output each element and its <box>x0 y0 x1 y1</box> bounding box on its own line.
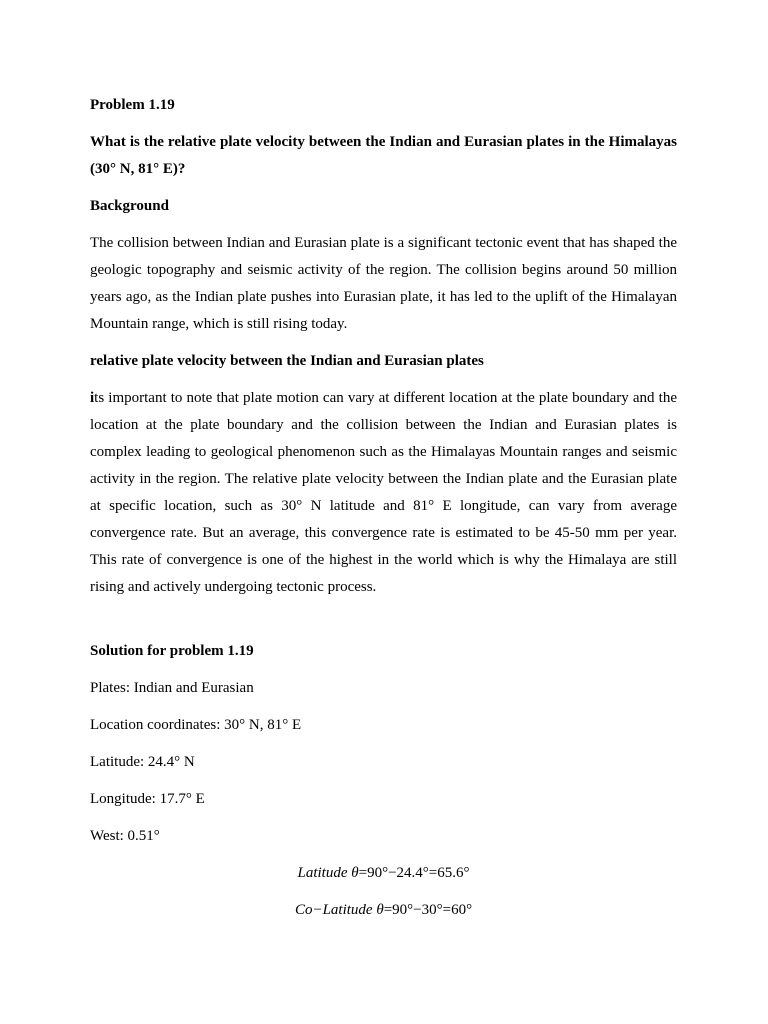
velocity-heading: relative plate velocity between the Indian and Eurasian plates <box>90 353 484 369</box>
background-paragraph: The collision between Indian and Eurasian plate is a significant tectonic event that has shaped the geologic topography and seismic activity of the region. The collision begins around 50 million years ago, as the Indian plate pushes into Eurasian plate, it has led to the uplift of the Himalayan Mountain range, which is still rising today. <box>90 235 677 332</box>
equation-latitude <box>90 860 677 887</box>
equation-colatitude-rhs: =90°−30°=60° <box>383 902 473 918</box>
location-line: Location coordinates: 30° N, 81° E <box>90 717 302 733</box>
longitude-line: Longitude: 17.7° E <box>90 791 205 807</box>
velocity-paragraph-text: ts important to note that plate motion can vary at different location at the plate boundary and the location at the plate boundary and the collision between the Indian and Eurasian plates is complex leading to geological phenomenon such as the Himalayas Mountain ranges and seismic activity in the region. The relative plate velocity between the Indian plate and the Eurasian plate at specific location, such as 30° N latitude and 81° E longitude, can vary from average convergence rate. But an average, this convergence rate is estimated to be 45-50 mm per year. This rate of convergence is one of the highest in the world which is why the Himalaya are still rising and actively undergoing tectonic process. <box>90 390 677 595</box>
equation-latitude-lhs: Latitude θ <box>297 865 359 881</box>
document-page <box>90 92 677 924</box>
equation-colatitude <box>90 897 677 924</box>
plates-line: Plates: Indian and Eurasian <box>90 680 254 696</box>
problem-heading: Problem 1.19 <box>90 97 175 113</box>
question-text: What is the relative plate velocity between the Indian and Eurasian plates in the Himalayas (30° N, 81° E)? <box>90 134 677 177</box>
west-line: West: 0.51° <box>90 828 160 844</box>
latitude-line: Latitude: 24.4° N <box>90 754 195 770</box>
equation-colatitude-lhs: Co−Latitude θ <box>294 902 384 918</box>
background-heading: Background <box>90 198 169 214</box>
equation-latitude-rhs: =90°−24.4°=65.6° <box>358 865 470 881</box>
velocity-paragraph <box>90 385 677 601</box>
velocity-first-letter: i <box>90 390 95 406</box>
solution-heading: Solution for problem 1.19 <box>90 643 254 659</box>
